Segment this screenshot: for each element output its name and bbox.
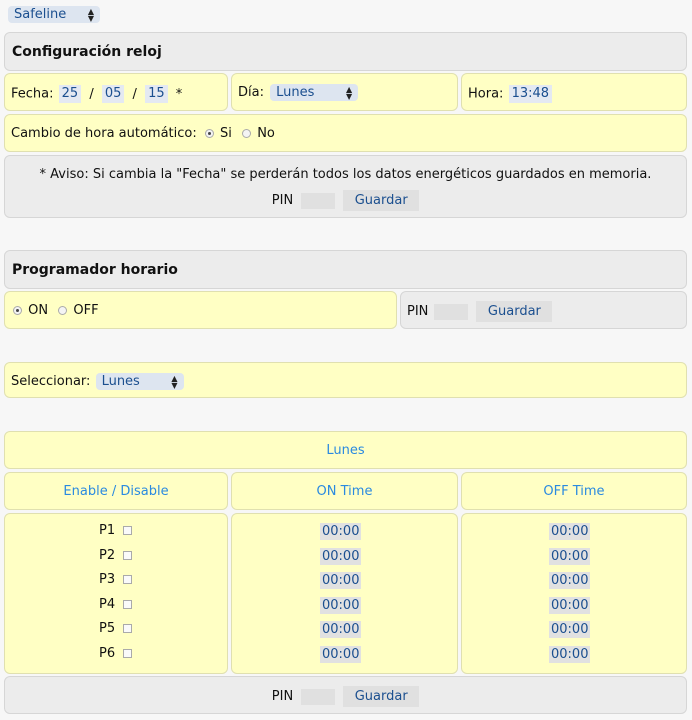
select-arrows-icon: ▲ ▼ [87,6,94,23]
schedule-day-header [4,431,687,469]
column-header-off-label: OFF Time [543,484,605,499]
enable-cell-p5 [99,621,132,636]
schedule-save-panel [4,676,687,714]
off-time-input-p6[interactable]: 00:00 [551,647,589,662]
clock-pin-input[interactable] [301,193,335,209]
date-panel [4,73,228,111]
programmer-section-header [4,250,687,289]
enable-cell-p4 [99,597,132,612]
programmer-off-radio[interactable] [58,306,67,315]
select-arrows-icon: ▲ ▼ [171,373,178,390]
programmer-pin-input[interactable] [434,304,468,320]
period-enable-checkbox[interactable] [123,526,132,535]
schedule-save-button[interactable]: Guardar [343,686,419,707]
programmer-toggle-panel [4,291,397,329]
column-header-off [461,472,687,510]
programmer-section-title: Programador horario [12,262,178,278]
period-label: P2 [99,548,116,563]
day-selector-value: Lunes [101,374,140,389]
enable-cell-p3 [99,572,132,587]
clock-pin-label: PIN [271,193,294,208]
programmer-off-label: OFF [73,303,99,318]
clock-save-panel [4,155,687,218]
auto-dst-no-label: No [257,126,275,141]
clock-section-header [4,32,687,71]
day-selector-label: Seleccionar: [11,374,91,389]
auto-dst-panel [4,114,687,152]
date-label: Fecha: [11,86,54,102]
schedule-pin-input[interactable] [301,689,335,705]
clock-save-button[interactable]: Guardar [343,190,419,211]
off-time-input-p3[interactable]: 00:00 [551,573,589,588]
day-label: Día: [238,85,264,100]
off-time-input-p2[interactable]: 00:00 [551,549,589,564]
column-header-enable-label: Enable / Disable [63,484,169,499]
programmer-pin-label: PIN [407,304,429,319]
day-selector-select[interactable] [96,373,184,390]
enable-cell-p1 [99,523,132,538]
period-label: P5 [99,621,116,636]
auto-dst-no-radio[interactable] [242,129,251,138]
on-time-input-p1[interactable]: 00:00 [322,524,360,539]
period-label: P4 [99,597,116,612]
day-select-value: Lunes [276,85,315,100]
programmer-on-label: ON [28,303,49,318]
programmer-on-radio[interactable] [13,306,22,315]
period-enable-checkbox[interactable] [123,624,132,633]
device-select[interactable] [8,6,100,23]
auto-dst-yes-radio[interactable] [205,129,214,138]
on-time-input-p3[interactable]: 00:00 [322,573,360,588]
on-time-input-p2[interactable]: 00:00 [322,549,360,564]
on-time-input-p4[interactable]: 00:00 [322,598,360,613]
enable-cell-p6 [99,646,132,661]
off-time-input-p5[interactable]: 00:00 [551,622,589,637]
period-enable-checkbox[interactable] [123,551,132,560]
time-panel [461,73,687,111]
device-select-value: Safeline [14,7,67,22]
date-asterisk: * [175,86,183,102]
clock-section-title: Configuración reloj [12,44,162,60]
off-time-input-p1[interactable]: 00:00 [551,524,589,539]
enable-cell-p2 [99,548,132,563]
column-header-enable [4,472,228,510]
programmer-save-panel [400,291,687,329]
day-selector-panel [4,362,687,398]
date-separator: / [132,86,137,102]
date-day-input[interactable]: 25 [59,85,82,103]
time-label: Hora: [468,86,504,102]
period-enable-checkbox[interactable] [123,649,132,658]
programmer-save-button[interactable]: Guardar [476,301,552,322]
period-enable-checkbox[interactable] [123,600,132,609]
date-year-input[interactable]: 15 [145,85,168,103]
period-enable-checkbox[interactable] [123,575,132,584]
clock-warning-text: * Aviso: Si cambia la "Fecha" se perderán todos los datos energéticos guardados en memoria. [39,167,652,182]
period-label: P3 [99,572,116,587]
period-label: P1 [99,523,116,538]
day-select[interactable] [270,84,358,101]
schedule-day-title: Lunes [326,443,365,458]
date-separator: / [89,86,94,102]
day-panel [231,73,458,111]
on-time-input-p5[interactable]: 00:00 [322,622,360,637]
column-header-on-label: ON Time [316,484,373,499]
schedule-pin-label: PIN [271,689,294,704]
period-label: P6 [99,646,116,661]
auto-dst-label: Cambio de hora automático: [11,126,197,141]
on-time-input-p6[interactable]: 00:00 [322,647,360,662]
auto-dst-yes-label: Si [220,126,232,141]
time-input[interactable]: 13:48 [509,85,552,103]
column-header-on [231,472,458,510]
off-time-input-p4[interactable]: 00:00 [551,598,589,613]
date-month-input[interactable]: 05 [102,85,125,103]
select-arrows-icon: ▲ ▼ [345,84,353,101]
